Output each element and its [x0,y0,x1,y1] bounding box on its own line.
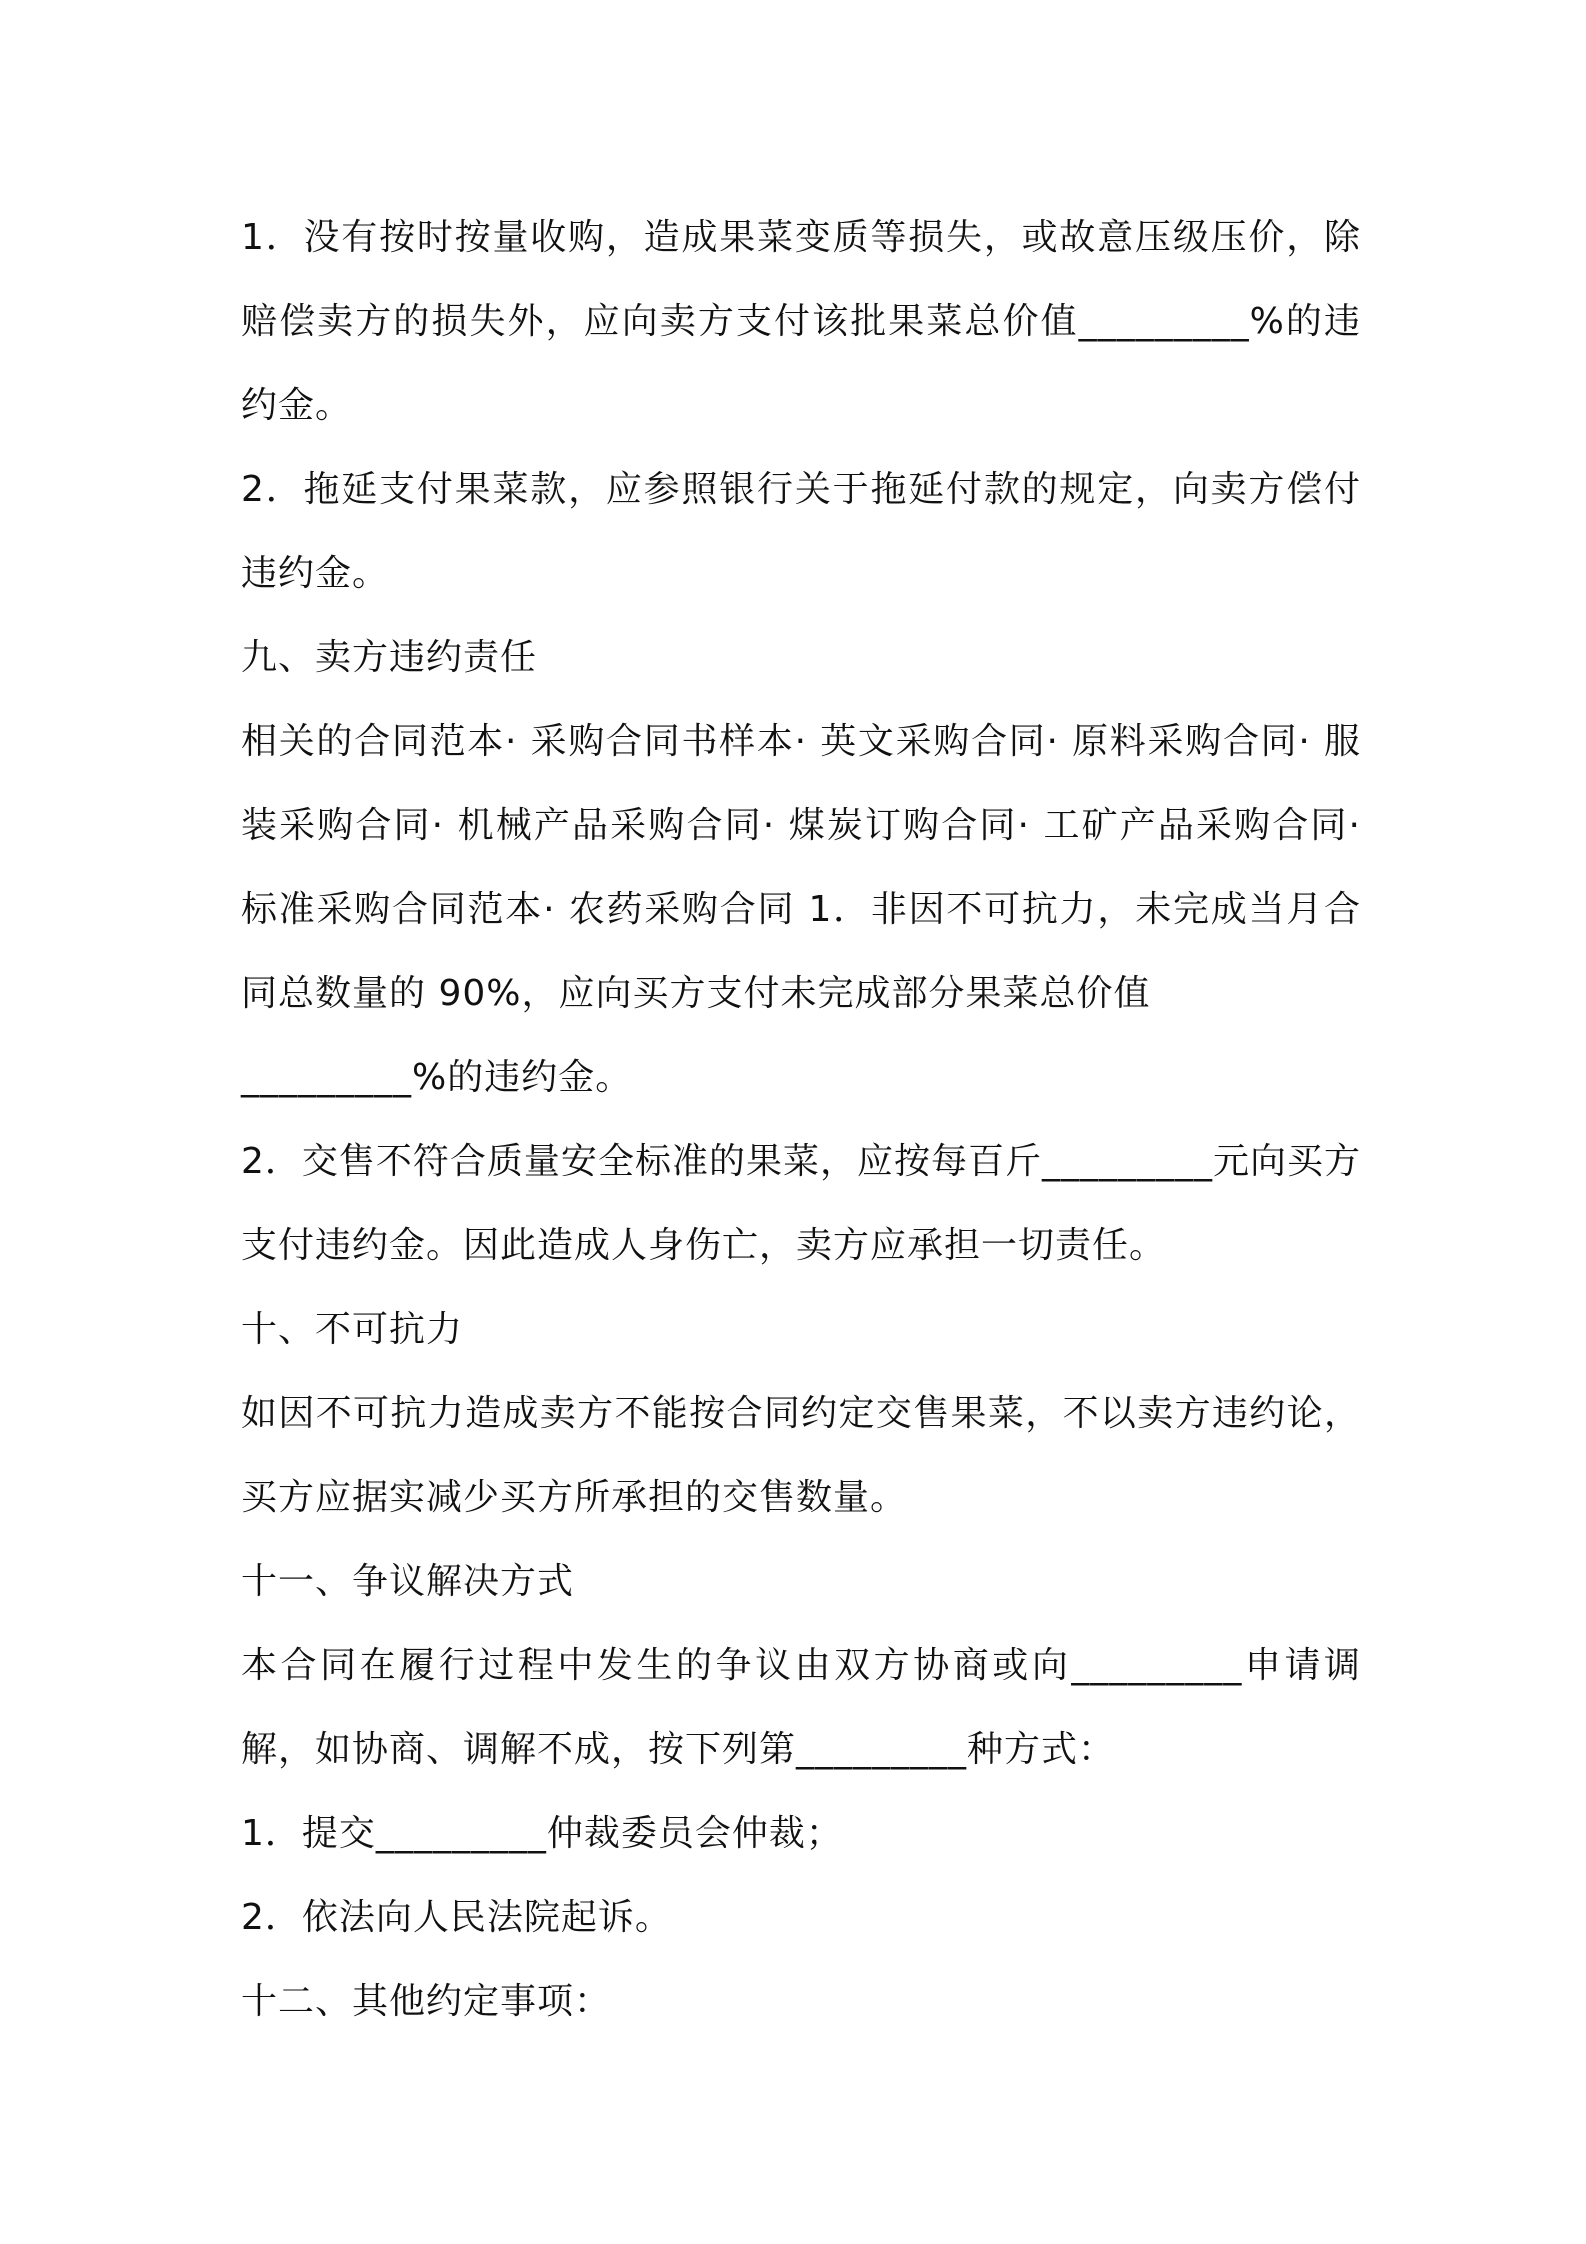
section-heading-seller-liability: 九、卖方违约责任 [241,637,538,678]
clause-related-templates-and-seller-penalty-1: 相关的合同范本· 采购合同书样本· 英文采购合同· 原料采购合同· 服装采购合同· 机械产品采购合同· 煤炭订购合同· 工矿产品采购合同· 标准采购合同范本· 农药采购合同 1．非因不可抗力，未完成当月合同总数量的 90%，应向买方支付未完成部分果菜总价值 [241,721,1361,1014]
clause-litigation-option: 2．依法向人民法院起诉。 [241,1897,672,1938]
clause-buyer-penalty-2: 2．拖延支付果菜款，应参照银行关于拖延付款的规定，向卖方偿付违约金。 [241,469,1361,594]
clause-buyer-penalty-1: 1．没有按时按量收购，造成果菜变质等损失，或故意压级压价，除赔偿卖方的损失外，应向卖方支付该批果菜总价值_________%的违约金。 [241,217,1361,426]
clause-seller-penalty-1-continued: _________%的违约金。 [241,1057,633,1098]
section-heading-other-terms: 十二、其他约定事项： [241,1981,612,2022]
section-heading-force-majeure: 十、不可抗力 [241,1309,464,1350]
document-body [241,196,1361,2044]
clause-force-majeure: 如因不可抗力造成卖方不能按合同约定交售果菜，不以卖方违约论，买方应据实减少买方所承担的交售数量。 [241,1393,1361,1518]
clause-seller-penalty-2: 2．交售不符合质量安全标准的果菜，应按每百斤_________元向买方支付违约金。因此造成人身伤亡，卖方应承担一切责任。 [241,1141,1361,1266]
clause-arbitration-option: 1．提交_________仲裁委员会仲裁； [241,1813,843,1854]
clause-dispute-resolution: 本合同在履行过程中发生的争议由双方协商或向_________申请调解，如协商、调解不成，按下列第_________种方式： [241,1645,1361,1770]
section-heading-dispute-resolution: 十一、争议解决方式 [241,1561,575,1602]
